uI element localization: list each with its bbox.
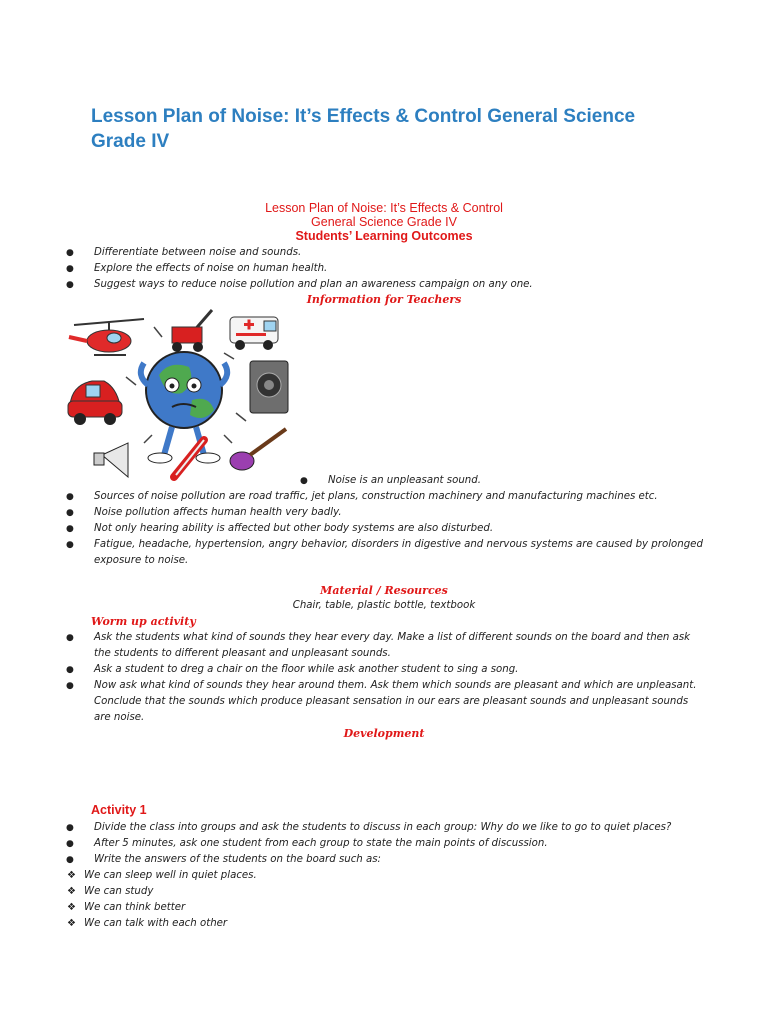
activity1-heading: Activity 1 bbox=[91, 803, 147, 817]
diamond-bullet-icon: ❖ bbox=[67, 918, 76, 929]
bullet-icon: ● bbox=[66, 665, 74, 675]
outcomes-list bbox=[66, 245, 706, 293]
info-first-list bbox=[300, 473, 700, 489]
list-item: ❖ We can study bbox=[67, 884, 667, 900]
bullet-icon: ● bbox=[66, 492, 74, 502]
answers-list bbox=[67, 868, 667, 932]
list-item: ● Write the answers of the students on the board such as: bbox=[66, 852, 706, 868]
list-item: ● Ask the students what kind of sounds they hear every day. Make a list of different sounds on the board and then ask the students to different pleasant and unpleasant sounds. bbox=[66, 632, 691, 659]
header-line-2: General Science Grade IV bbox=[311, 215, 457, 229]
info-heading: Information for Teachers bbox=[306, 293, 462, 306]
warmup-list bbox=[66, 630, 706, 726]
list-item: ● Not only hearing ability is affected but other body systems are also disturbed. bbox=[66, 521, 706, 537]
bullet-icon: ● bbox=[66, 280, 74, 290]
list-item: ● Now ask what kind of sounds they hear around them. Ask them which sounds are pleasant and which are unpleasant. Conclude that the sounds which produce pleasant sensation in our ears are pleasant sounds and unpleasant sounds are noise. bbox=[66, 680, 697, 723]
bullet-icon: ● bbox=[66, 524, 74, 534]
list-item: ● Differentiate between noise and sounds. bbox=[66, 245, 706, 261]
bullet-icon: ● bbox=[66, 839, 74, 849]
diamond-bullet-icon: ❖ bbox=[67, 870, 76, 881]
header-line-1: Lesson Plan of Noise: It’s Effects & Control bbox=[265, 201, 503, 215]
globe-icon bbox=[141, 352, 227, 463]
warmup-heading: Worm up activity bbox=[91, 615, 196, 628]
lawnmower-icon bbox=[172, 310, 212, 352]
info-list bbox=[66, 489, 706, 569]
list-item: ❖ We can think better bbox=[67, 900, 667, 916]
materials-text: Chair, table, plastic bottle, textbook bbox=[292, 600, 476, 611]
document-title: Lesson Plan of Noise: It’s Effects & Control General Science Grade IV bbox=[91, 106, 636, 152]
list-item: ● Sources of noise pollution are road traffic, jet plans, construction machinery and manufacturing machines etc. bbox=[66, 489, 706, 505]
bullet-icon: ● bbox=[66, 681, 74, 691]
list-item: ● Noise is an unpleasant sound. bbox=[300, 473, 700, 489]
diamond-bullet-icon: ❖ bbox=[67, 886, 76, 897]
list-item: ● Suggest ways to reduce noise pollution and plan an awareness campaign on any one. bbox=[66, 277, 706, 293]
list-item: ● Noise pollution affects human health very badly. bbox=[66, 505, 706, 521]
bullet-icon: ● bbox=[66, 633, 74, 643]
megaphone-icon bbox=[94, 443, 128, 477]
guitar-icon bbox=[230, 429, 286, 470]
bullet-icon: ● bbox=[66, 855, 74, 865]
list-item: ● Divide the class into groups and ask the students to discuss in each group: Why do we like to go to quiet places? bbox=[66, 820, 706, 836]
list-item: ❖ We can talk with each other bbox=[67, 916, 667, 932]
bullet-icon: ● bbox=[66, 823, 74, 833]
helicopter-icon bbox=[69, 319, 144, 355]
diamond-bullet-icon: ❖ bbox=[67, 902, 76, 913]
header-line-3: Students’ Learning Outcomes bbox=[295, 229, 473, 243]
list-item: ● Fatigue, headache, hypertension, angry behavior, disorders in digestive and nervous systems are caused by prolonged exposure to noise. bbox=[66, 539, 703, 566]
bullet-icon: ● bbox=[66, 264, 74, 274]
materials-heading: Material / Resources bbox=[320, 584, 448, 597]
activity1-list bbox=[66, 820, 706, 868]
list-item: ● After 5 minutes, ask one student from each group to state the main points of discussion. bbox=[66, 836, 706, 852]
noise-illustration bbox=[64, 305, 304, 485]
list-item: ● Ask a student to dreg a chair on the floor while ask another student to sing a song. bbox=[66, 662, 706, 678]
bullet-icon: ● bbox=[66, 540, 74, 550]
list-item: ❖ We can sleep well in quiet places. bbox=[67, 868, 667, 884]
development-heading: Development bbox=[343, 727, 425, 740]
list-item: ● Explore the effects of noise on human health. bbox=[66, 261, 706, 277]
car-icon bbox=[68, 381, 122, 425]
bullet-icon: ● bbox=[66, 248, 74, 258]
bullet-icon: ● bbox=[66, 508, 74, 518]
speaker-icon bbox=[250, 361, 288, 413]
ambulance-icon bbox=[230, 317, 278, 350]
bullet-icon: ● bbox=[300, 476, 308, 486]
